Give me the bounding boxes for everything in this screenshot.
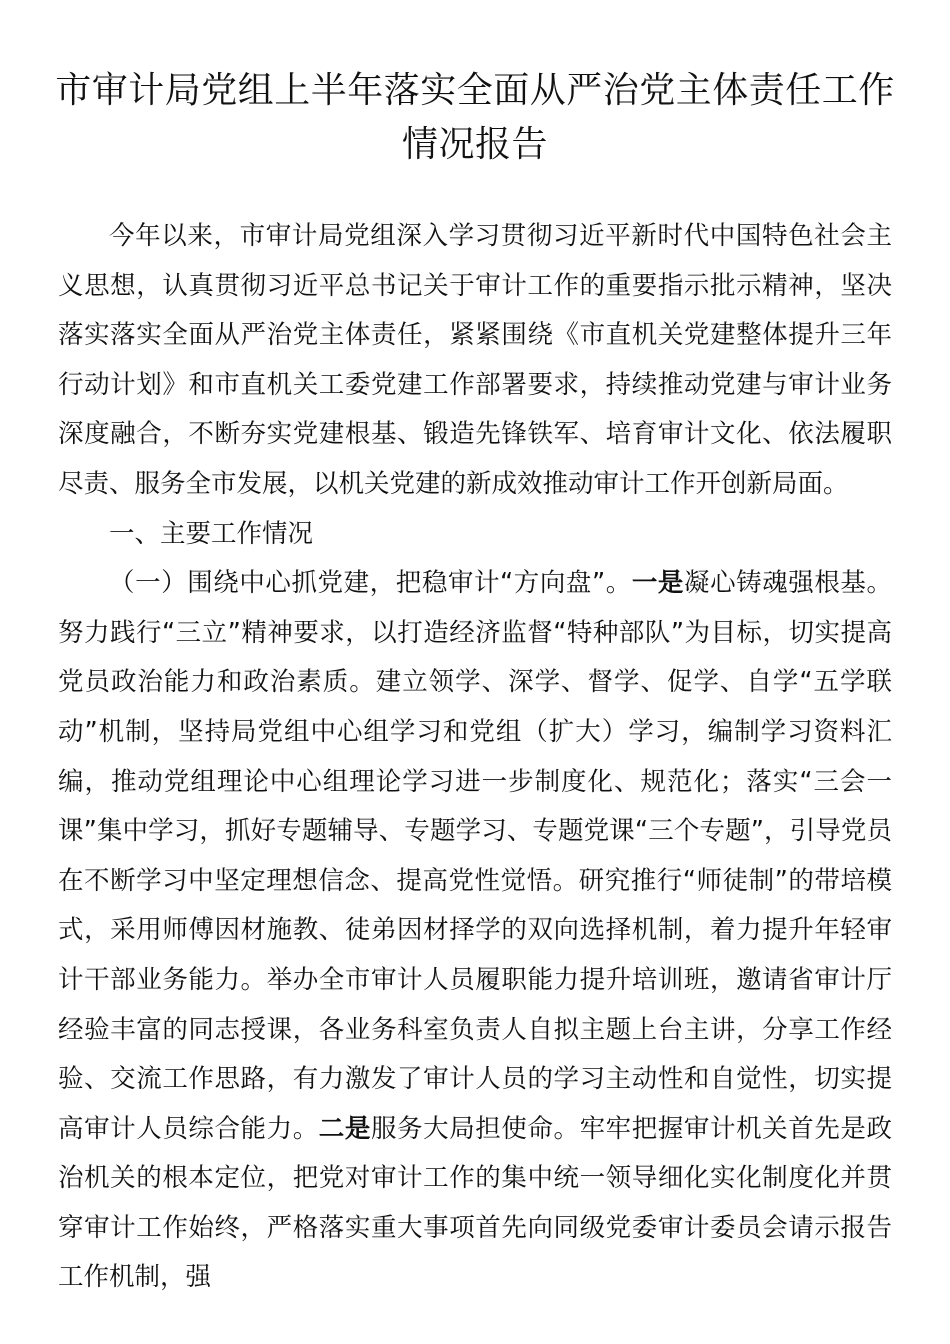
document-body bbox=[58, 212, 892, 1303]
section-1-paragraph bbox=[58, 559, 892, 1303]
bold-marker-first: 一是 bbox=[631, 568, 684, 599]
title-line-1: 市审计局党组上半年落实全面从严治党主体责任工作 bbox=[55, 70, 895, 111]
document-title bbox=[40, 64, 910, 172]
bold-marker-second: 二是 bbox=[318, 1113, 371, 1144]
subsection-heading-text: （一）围绕中心抓党建，把稳审计“方向盘”。 bbox=[109, 568, 632, 599]
intro-paragraph: 今年以来，市审计局党组深入学习贯彻习近平新时代中国特色社会主义思想，认真贯彻习近平总书记关于审计工作的重要指示批示精神，坚决落实落实全面从严治党主体责任，紧紧围绕《市直机关党建整体提升三年行动计划》和市直机关工委党建工作部署要求，持续推动党建与审计业务深度融合，不断夯实党建根基、锻造先锋铁军、培育审计文化、依法履职尽责、服务全市发展，以机关党建的新成效推动审计工作开创新局面。 bbox=[58, 221, 892, 499]
section-heading: 一、主要工作情况 bbox=[109, 518, 314, 549]
paragraph-text-part3: 服务大局担使命。牢牢把握审计机关首先是政治机关的根本定位，把党对审计工作的集中统一领导细化实化制度化并贯穿审计工作始终，严格落实重大事项首先向同级党委审计委员会请示报告工作机制，强 bbox=[58, 1113, 892, 1293]
title-line-2: 情况报告 bbox=[401, 124, 548, 165]
paragraph-text-part2: 凝心铸魂强根基。努力践行“三立”精神要求，以打造经济监督“特种部队”为目标，切实提高党员政治能力和政治素质。建立领学、深学、督学、促学、自学“五学联动”机制，坚持局党组中心组学习和党组（扩大）学习，编制学习资料汇编，推动党组理论中心组理论学习进一步制度化、规范化；落实“三会一课”集中学习，抓好专题辅导、专题学习、专题党课“三个专题”，引导党员在不断学习中坚定理想信念、提高党性觉悟。研究推行“师徒制”的带培模式，采用师傅因材施教、徒弟因材择学的双向选择机制，着力提升年轻审计干部业务能力。举办全市审计人员履职能力提升培训班，邀请省审计厅经验丰富的同志授课，各业务科室负责人自拟主题上台主讲，分享工作经验、交流工作思路，有力激发了审计人员的学习主动性和自觉性，切实提高审计人员综合能力。 bbox=[58, 568, 892, 1144]
